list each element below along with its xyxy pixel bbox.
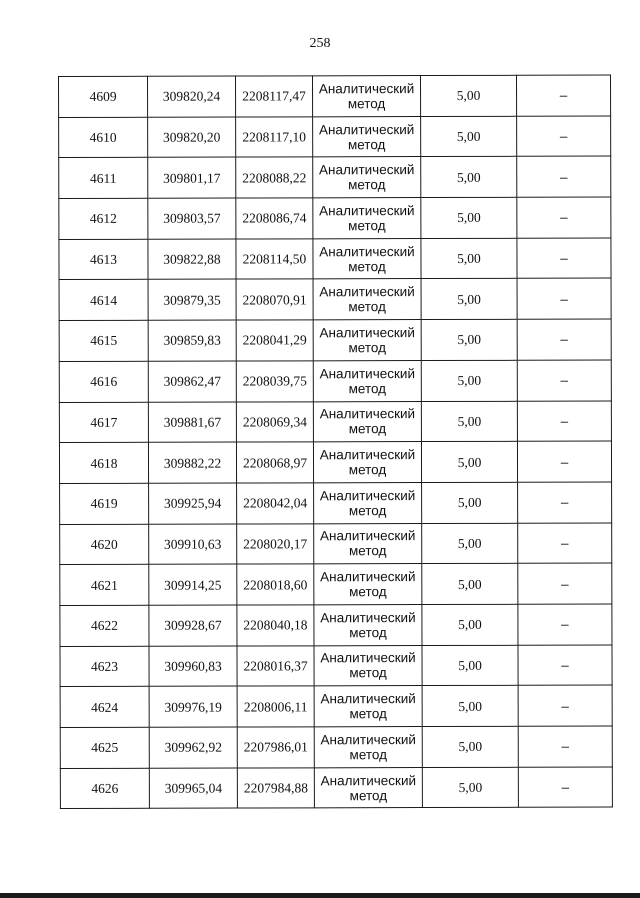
method-cell (314, 604, 422, 645)
method-label-line-2: метод (349, 706, 387, 722)
method-cell (314, 523, 422, 564)
y-coordinate-cell: 2208086,74 (236, 198, 313, 239)
y-coordinate-cell: 2208040,18 (237, 605, 314, 646)
method-label-line-2: метод (348, 177, 386, 193)
note-cell: – (518, 563, 612, 604)
method-label-line-1: Аналитический (318, 121, 415, 137)
point-number-cell: 4624 (60, 687, 149, 728)
x-coordinate-cell: 309879,35 (148, 279, 236, 320)
note-cell: – (517, 278, 611, 319)
table-row (59, 441, 611, 483)
accuracy-cell: 5,00 (422, 767, 518, 808)
y-coordinate-cell: 2208070,91 (236, 279, 313, 320)
method-label-line-1: Аналитический (319, 447, 416, 463)
note-cell: – (518, 645, 612, 686)
method-cell (313, 442, 421, 483)
point-number-cell: 4613 (59, 239, 148, 280)
note-cell: – (518, 685, 612, 726)
point-number-cell: 4620 (60, 524, 149, 565)
x-coordinate-cell: 309803,57 (148, 198, 236, 239)
method-label-line-2: метод (348, 462, 387, 478)
note-cell: – (518, 604, 612, 645)
note-cell: – (517, 441, 611, 482)
method-label-line-2: метод (349, 746, 388, 763)
method-cell (313, 198, 421, 239)
point-number-cell: 4617 (59, 402, 148, 443)
table-row (60, 767, 612, 809)
accuracy-cell: 5,00 (421, 279, 517, 320)
y-coordinate-cell: 2208068,97 (236, 442, 313, 483)
note-cell: – (517, 156, 611, 197)
point-number-cell: 4618 (59, 442, 148, 483)
note-cell: – (518, 726, 612, 767)
method-label-line-2: метод (349, 624, 387, 641)
accuracy-cell: 5,00 (422, 686, 518, 727)
table-row (59, 238, 611, 280)
method-cell (313, 116, 421, 157)
table-row (59, 360, 611, 402)
x-coordinate-cell: 309820,20 (148, 117, 236, 158)
note-cell: – (517, 116, 611, 157)
point-number-cell: 4626 (60, 768, 149, 809)
point-number-cell: 4610 (59, 117, 148, 158)
point-number-cell: 4612 (59, 198, 148, 239)
y-coordinate-cell: 2208069,34 (236, 401, 313, 442)
method-label-line-1: Аналитический (320, 772, 417, 788)
point-number-cell: 4616 (59, 361, 148, 402)
table-row (60, 645, 612, 687)
note-cell: – (518, 482, 612, 523)
x-coordinate-cell: 309965,04 (149, 768, 237, 809)
method-label-line-1: Аналитический (319, 406, 416, 422)
y-coordinate-cell: 2207986,01 (237, 727, 314, 768)
x-coordinate-cell: 309822,88 (148, 239, 236, 280)
method-label-line-1: Аналитический (319, 487, 416, 504)
y-coordinate-cell: 2208018,60 (237, 564, 314, 605)
method-label-line-1: Аналитический (319, 202, 415, 219)
note-cell: – (517, 360, 611, 401)
method-label-line-2: метод (348, 380, 387, 396)
method-cell (314, 482, 422, 523)
method-label-line-2: метод (348, 218, 386, 234)
point-number-cell: 4621 (60, 565, 149, 606)
x-coordinate-cell: 309820,24 (148, 76, 236, 117)
method-label-line-1: Аналитический (319, 284, 415, 300)
method-label-line-1: Аналитический (319, 325, 415, 341)
x-coordinate-cell: 309859,83 (148, 320, 236, 361)
x-coordinate-cell: 309976,19 (149, 686, 237, 727)
method-label-line-1: Аналитический (318, 80, 415, 97)
table-body (59, 75, 613, 809)
point-number-cell: 4609 (59, 76, 148, 117)
method-label-line-2: метод (349, 665, 387, 681)
accuracy-cell: 5,00 (421, 360, 517, 401)
accuracy-cell: 5,00 (421, 116, 517, 157)
table-row (59, 278, 611, 320)
method-label-line-2: метод (348, 502, 387, 518)
page-number: 258 (309, 36, 331, 51)
y-coordinate-cell: 2208039,75 (236, 361, 313, 402)
method-cell (314, 645, 422, 686)
y-coordinate-cell: 2208020,17 (237, 523, 314, 564)
x-coordinate-cell: 309910,63 (149, 524, 237, 565)
y-coordinate-cell: 2207984,88 (237, 768, 314, 809)
method-cell (313, 401, 421, 442)
point-number-cell: 4625 (60, 727, 149, 768)
y-coordinate-cell: 2208041,29 (236, 320, 313, 361)
x-coordinate-cell: 309862,47 (148, 361, 236, 402)
note-cell: – (517, 197, 611, 238)
x-coordinate-cell: 309801,17 (148, 157, 236, 198)
table-row (60, 604, 612, 646)
method-label-line-1: Аналитический (320, 569, 416, 585)
y-coordinate-cell: 2208117,47 (236, 76, 313, 117)
method-label-line-2: метод (348, 543, 387, 559)
note-cell: – (518, 767, 612, 808)
coordinates-table (58, 75, 613, 810)
point-number-cell: 4623 (60, 646, 149, 687)
accuracy-cell: 5,00 (422, 645, 518, 686)
method-label-line-2: метод (348, 421, 387, 437)
scan-edge-rule (0, 893, 640, 898)
method-label-line-1: Аналитический (320, 691, 416, 707)
note-cell: – (517, 401, 611, 442)
table-row (59, 401, 611, 443)
accuracy-cell: 5,00 (422, 523, 518, 564)
y-coordinate-cell: 2208114,50 (236, 239, 313, 280)
table-row (60, 726, 612, 768)
table-row (59, 319, 611, 361)
x-coordinate-cell: 309882,22 (148, 442, 236, 483)
method-label-line-2: метод (347, 95, 386, 112)
method-cell (314, 727, 422, 768)
y-coordinate-cell: 2208042,04 (237, 483, 314, 524)
table-row (59, 197, 611, 239)
point-number-cell: 4622 (60, 605, 149, 646)
accuracy-cell: 5,00 (421, 238, 517, 279)
method-label-line-2: метод (348, 340, 386, 356)
accuracy-cell: 5,00 (422, 604, 518, 645)
accuracy-cell: 5,00 (421, 319, 517, 360)
x-coordinate-cell: 309914,25 (149, 564, 237, 605)
method-label-line-2: метод (349, 787, 388, 803)
method-cell (314, 686, 422, 727)
accuracy-cell: 5,00 (421, 157, 517, 198)
accuracy-cell: 5,00 (421, 401, 517, 442)
method-label-line-2: метод (347, 136, 386, 152)
y-coordinate-cell: 2208006,11 (237, 686, 314, 727)
method-label-line-2: метод (349, 584, 387, 600)
table-row (60, 685, 612, 727)
point-number-cell: 4615 (59, 320, 148, 361)
accuracy-cell: 5,00 (421, 197, 517, 238)
x-coordinate-cell: 309925,94 (149, 483, 237, 524)
method-cell (314, 767, 422, 808)
method-cell (313, 238, 421, 279)
method-label-line-1: Аналитический (320, 731, 416, 748)
method-cell (313, 76, 421, 117)
note-cell: – (517, 238, 611, 279)
x-coordinate-cell: 309962,92 (149, 727, 237, 768)
table-row (59, 116, 611, 158)
method-label-line-1: Аналитический (320, 650, 416, 666)
note-cell: – (516, 75, 610, 116)
accuracy-cell: 5,00 (422, 726, 518, 767)
method-cell (313, 157, 421, 198)
point-number-cell: 4614 (59, 280, 148, 321)
method-label-line-1: Аналитический (319, 162, 415, 178)
table-row (59, 156, 611, 198)
table-row (60, 563, 612, 605)
y-coordinate-cell: 2208088,22 (236, 157, 313, 198)
accuracy-cell: 5,00 (421, 75, 517, 116)
method-label-line-2: метод (348, 258, 386, 274)
method-label-line-1: Аналитический (319, 528, 416, 544)
x-coordinate-cell: 309881,67 (148, 402, 236, 443)
table-row (60, 482, 612, 524)
point-number-cell: 4611 (59, 158, 148, 199)
accuracy-cell: 5,00 (421, 441, 517, 482)
table-row (59, 75, 611, 117)
accuracy-cell: 5,00 (422, 482, 518, 523)
note-cell: – (518, 523, 612, 564)
method-cell (313, 360, 421, 401)
method-label-line-2: метод (348, 299, 386, 315)
y-coordinate-cell: 2208117,10 (236, 117, 313, 158)
method-label-line-1: Аналитический (319, 243, 415, 259)
method-label-line-1: Аналитический (320, 609, 416, 626)
method-cell (314, 564, 422, 605)
y-coordinate-cell: 2208016,37 (237, 645, 314, 686)
point-number-cell: 4619 (60, 483, 149, 524)
accuracy-cell: 5,00 (422, 564, 518, 605)
x-coordinate-cell: 309960,83 (149, 646, 237, 687)
table-row (60, 523, 612, 565)
method-cell (313, 320, 421, 361)
note-cell: – (517, 319, 611, 360)
x-coordinate-cell: 309928,67 (149, 605, 237, 646)
method-cell (313, 279, 421, 320)
method-label-line-1: Аналитический (319, 365, 415, 381)
